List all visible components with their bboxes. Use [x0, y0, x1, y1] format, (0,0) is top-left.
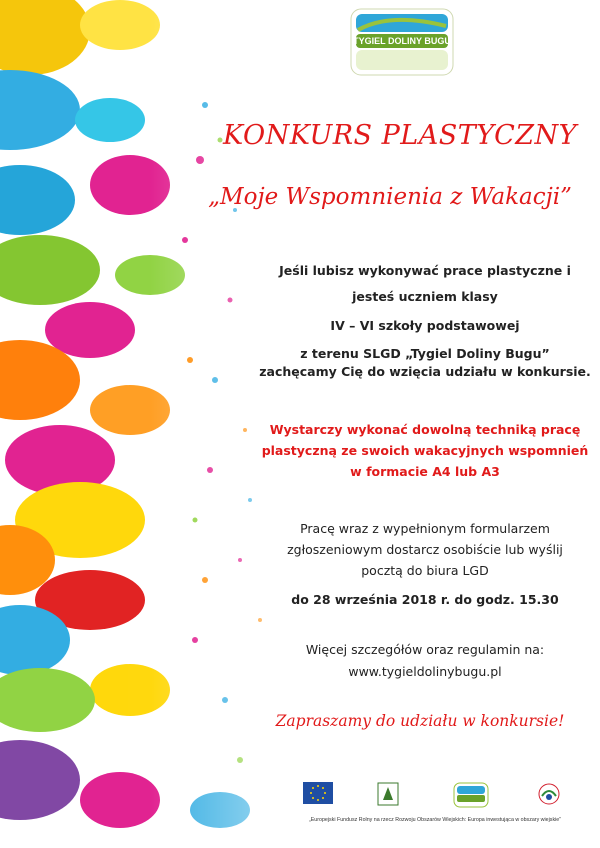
website-link[interactable]: www.tygieldolinybugu.pl: [348, 664, 502, 679]
invitation: Zapraszamy do udziału w konkursie!: [275, 712, 565, 730]
tygiel-doliny-bugu-logo: [350, 8, 454, 76]
submit-line-3: pocztą do biura LGD: [361, 563, 489, 578]
logo-text: TYGIEL DOLINY BUGU: [353, 36, 451, 46]
submit-line-2: zgłoszeniowym dostarcz osobiście lub wyślij: [287, 542, 563, 557]
eu-flag-icon: [303, 782, 333, 804]
prow-logo-icon: [537, 782, 563, 806]
leader-logo-icon: [377, 782, 399, 806]
intro-line-1: Jeśli lubisz wykonywać prace plastyczne i: [279, 263, 571, 278]
intro-line-5: zachęcamy Cię do wzięcia udziału w konkursie.: [259, 364, 591, 379]
task-line-3: w formacie A4 lub A3: [350, 464, 500, 479]
task-line-2: plastyczną ze swoich wakacyjnych wspomnień: [261, 443, 589, 458]
intro-line-4: z terenu SLGD „Tygiel Doliny Bugu”: [300, 346, 550, 361]
lgd-logo-icon: [453, 782, 489, 808]
task-line-1: Wystarczy wykonać dowolną techniką pracę: [269, 422, 581, 437]
submit-line-1: Pracę wraz z wypełnionym formularzem: [300, 521, 550, 536]
deadline: do 28 września 2018 r. do godz. 15.30: [291, 592, 559, 607]
more-info-line: Więcej szczegółów oraz regulamin na:: [305, 642, 545, 657]
intro-line-2: jesteś uczniem klasy: [352, 289, 498, 304]
contest-subtitle: „Moje Wspomnienia z Wakacji”: [208, 184, 572, 210]
contest-title: KONKURS PLASTYCZNY: [223, 120, 577, 151]
funding-footer: [275, 782, 595, 842]
intro-line-3: IV – VI szkoły podstawowej: [330, 318, 520, 333]
funding-text: „Europejski Fundusz Rolny na rzecz Rozwoju Obszarów Wiejskich: Europa inwestująca w obszary wiejskie”: [309, 817, 561, 823]
